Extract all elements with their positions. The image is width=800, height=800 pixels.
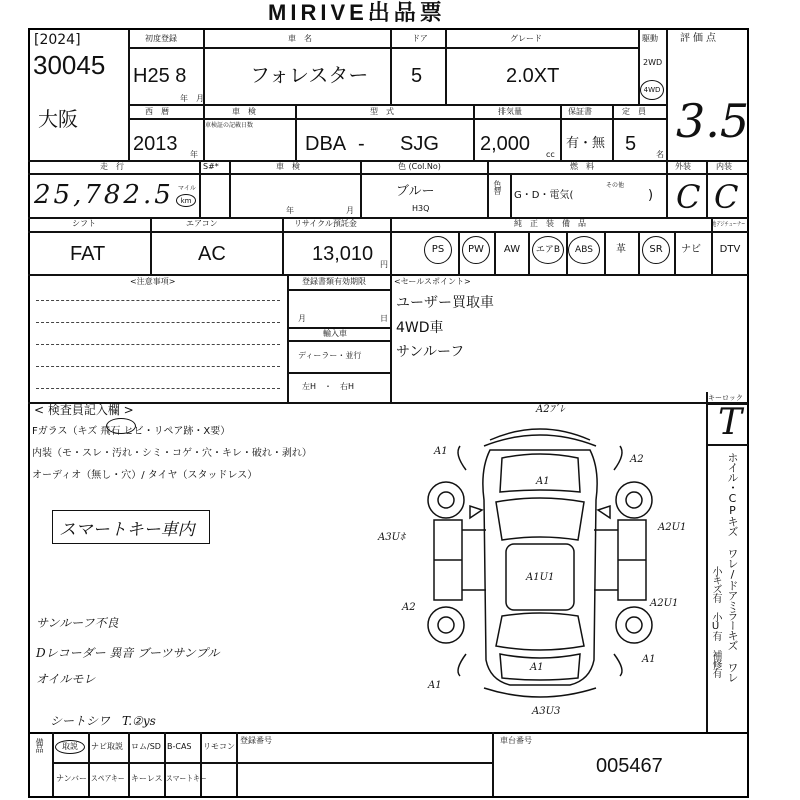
acc-keyless: キーレス (131, 774, 163, 783)
acc-manual: 取説 (55, 740, 85, 754)
aircon-label: エアコン (186, 219, 218, 228)
mark-roof: A1U1 (526, 572, 555, 583)
drive-label: 駆動 (642, 34, 658, 43)
inspection-line-2: 内装（モ・スレ・汚れ・シミ・コゲ・穴・キレ・破れ・剥れ） (32, 448, 312, 459)
equip-aw: AW (503, 244, 521, 255)
sales-point-label: <セールスポイント> (394, 277, 471, 286)
equip-abs: ABS (568, 236, 600, 264)
reg-month: 月 (298, 314, 306, 323)
acc-remote: リモコン (203, 742, 235, 751)
car-name-value: フォレスター (250, 65, 369, 87)
mile-unit: マイル (178, 185, 196, 192)
grade-label: グレード (510, 34, 542, 43)
year-unit: 年 (180, 94, 188, 103)
equip-pw: PW (462, 236, 490, 264)
displacement-value: 2,000 (480, 133, 531, 155)
mark-left-door: A3Uﾎ (378, 532, 406, 543)
page-title: MIRIVE出品票 (268, 0, 446, 25)
drive-2wd: 2WD (643, 58, 663, 67)
fuel-other: その他 (606, 182, 625, 189)
color-value: ブルー (396, 184, 435, 199)
mark-rear-bottom: A3U3 (532, 706, 561, 717)
first-reg-value: H25 8 (133, 65, 187, 87)
capacity-value: 5 (625, 133, 637, 155)
capacity-label: 定 員 (622, 107, 646, 116)
mark-right-door: A2U1 (658, 522, 687, 533)
fglass-circle (106, 418, 136, 434)
recycle-value: 13,010 (312, 243, 374, 265)
warranty-value: 有・無 (566, 136, 606, 151)
import-dealer: ディーラー・並行 (298, 351, 362, 360)
sales-point-2: 4WD車 (396, 320, 444, 336)
venue: 大阪 (38, 109, 78, 131)
year-unit-3: 年 (286, 206, 294, 215)
options-label: 純 正 装 備 品 (514, 219, 586, 228)
reg-number-label: 登録番号 (240, 736, 272, 745)
displacement-label: 排気量 (498, 107, 522, 116)
reg-period-label: 登録書類有効期限 (302, 277, 366, 286)
acc-spare-key: スペアキー (91, 774, 125, 783)
color-change-label: 色替 (493, 180, 502, 194)
lot-number: 30045 (33, 50, 106, 80)
car-name-label: 車 名 (288, 34, 312, 43)
km-unit: km (176, 194, 196, 207)
chassis-number: 005467 (596, 755, 663, 777)
equip-ps: PS (424, 236, 452, 264)
acc-bcas: B-CAS (167, 742, 192, 751)
year-unit-2: 年 (190, 150, 198, 159)
cc-unit: cc (546, 150, 555, 159)
inspection-label: 車 検 (232, 107, 256, 116)
yen-unit: 円 (380, 260, 388, 269)
interior-value: C (714, 178, 739, 216)
mark-right-front: A2 (630, 454, 644, 465)
key-lock-value: T (718, 402, 743, 443)
equip-navi: ナビ (681, 244, 701, 255)
grade-value: 2.0XT (506, 65, 560, 87)
tuner-label: 地デジチューナー (712, 221, 746, 228)
drive-4wd: 4WD (640, 80, 664, 100)
fuel-label: 燃 料 (570, 162, 594, 171)
inspection-line-1: Fガラス（キズ 飛石 ヒビ・リペア跡・X要） (32, 426, 231, 437)
person-unit: 名 (656, 150, 664, 159)
hand-note-2: Dレコーダー 異音 ブーツサンプル (36, 646, 220, 660)
shift-label: シフト (72, 219, 96, 228)
equip-sr: SR (642, 236, 670, 264)
meter-label: S#* (203, 162, 219, 171)
door-value: 5 (411, 65, 423, 87)
door-label: ドア (412, 34, 428, 43)
sales-point-3: サンルーフ (396, 344, 465, 360)
western-year-label: 西 暦 (145, 107, 169, 116)
import-handle: 左H ・ 右H (302, 382, 355, 391)
exterior-value: C (676, 178, 701, 216)
mileage-value: 25,782.5 (34, 180, 174, 210)
inspection-line-3: オーディオ（無し・穴）/ タイヤ（スタッドレス） (32, 470, 258, 481)
equip-leather: 革 (616, 244, 626, 255)
sales-point-1: ユーザー買取車 (396, 295, 494, 311)
month-unit-3: 月 (346, 206, 354, 215)
fuel-close: ) (648, 188, 654, 203)
warranty-label: 保証書 (568, 107, 592, 116)
color-no: H3Q (412, 204, 430, 213)
key-lock-label: キーロック (708, 394, 743, 402)
year-label: [2024] (34, 32, 81, 48)
model-dash: - (358, 133, 365, 155)
mark-right-rear: A2U1 (650, 598, 679, 609)
aircon-value: AC (198, 243, 226, 265)
interior-label: 内装 (716, 162, 732, 171)
mark-trunk: A1 (530, 662, 544, 673)
acc-rom: ロム/SD (131, 742, 161, 751)
hand-note-bottom: シートシワ T.②ys (50, 714, 156, 728)
mark-left-bottom: A1 (428, 680, 442, 691)
smartkey-box: スマートキー車内 (52, 510, 210, 544)
import-label: 輸入車 (323, 329, 347, 338)
hand-note-1: サンルーフ不良 (36, 616, 119, 630)
exterior-label: 外装 (675, 162, 691, 171)
western-year-value: 2013 (133, 133, 178, 155)
score-label: 評価点 (680, 33, 719, 44)
notes-label: <注意事項> (130, 277, 176, 286)
model-b: SJG (400, 133, 439, 155)
equip-dtv: DTV (719, 244, 741, 255)
mark-left-front: A1 (434, 446, 448, 457)
equip-airbag: エアB (532, 236, 564, 264)
month-unit: 月 (196, 94, 204, 103)
recycle-label: リサイクル預託金 (294, 219, 357, 228)
acc-smartkey: スマートキー (166, 774, 207, 783)
side-legend: ホイル・CPキズ ワレ/ドアミラーキズ ワレ (726, 452, 739, 682)
mark-left-rear: A2 (402, 602, 416, 613)
inspection-note: 車検証の記載日数 (205, 122, 254, 129)
acc-number: ナンバー (56, 774, 88, 783)
mark-top-right: A2ﾌﾞﾚ (536, 404, 565, 415)
fuel-value: G・D・電気( (514, 190, 574, 201)
first-reg-label: 初度登録 (145, 34, 177, 43)
model-label: 型 式 (370, 107, 394, 116)
mileage-label: 走 行 (100, 162, 124, 171)
reg-day: 日 (380, 314, 388, 323)
score-value: 3.5 (676, 94, 750, 148)
model-a: DBA (305, 133, 347, 155)
chassis-label: 車台番号 (500, 736, 532, 745)
inspection-label-2: 車 検 (276, 162, 300, 171)
inspection-title: < 検査員記入欄 > (34, 403, 134, 417)
color-label: 色 (Col.No) (398, 162, 441, 171)
mark-hood: A1 (536, 476, 550, 487)
hand-note-3: オイルモレ (36, 672, 96, 686)
accessories-label: 備品 (35, 738, 44, 752)
shift-value: FAT (70, 243, 106, 265)
mark-right-rear-fender: A1 (642, 654, 656, 665)
acc-navi-manual: ナビ取説 (91, 742, 123, 751)
side-small: 小キズ有 小U有 補修有 (710, 566, 721, 677)
